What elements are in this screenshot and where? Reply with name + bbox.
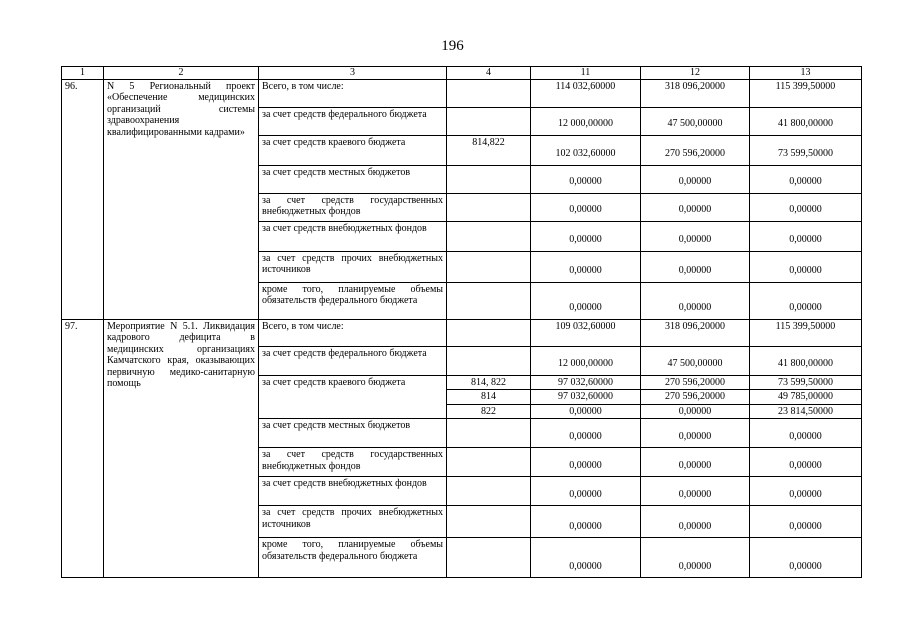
value-cell: 73 599,50000 bbox=[750, 375, 862, 390]
budget-code: 814, 822 bbox=[447, 375, 531, 390]
value-cell: 0,00000 bbox=[750, 506, 862, 538]
budget-code bbox=[447, 319, 531, 346]
item-description: Мероприятие N 5.1. Ликвидация кадрового дефицита в медицинских организациях Камчатского края, оказывающих первичную медико-санитарную помощь bbox=[104, 319, 259, 578]
column-header: 4 bbox=[447, 67, 531, 80]
value-cell: 0,00000 bbox=[641, 448, 750, 477]
funding-source: за счет средств федерального бюджета bbox=[259, 346, 447, 375]
budget-code: 814,822 bbox=[447, 135, 531, 165]
funding-source: за счет средств местных бюджетов bbox=[259, 419, 447, 448]
value-cell: 0,00000 bbox=[531, 282, 641, 319]
funding-source: кроме того, планируемые объемы обязательств федерального бюджета bbox=[259, 282, 447, 319]
value-cell: 0,00000 bbox=[531, 506, 641, 538]
value-cell: 270 596,20000 bbox=[641, 375, 750, 390]
value-cell: 0,00000 bbox=[641, 221, 750, 251]
value-cell: 12 000,00000 bbox=[531, 107, 641, 135]
column-header: 11 bbox=[531, 67, 641, 80]
budget-code: 814 bbox=[447, 390, 531, 405]
funding-source: за счет средств федерального бюджета bbox=[259, 107, 447, 135]
value-cell: 0,00000 bbox=[531, 165, 641, 193]
value-cell: 0,00000 bbox=[531, 193, 641, 221]
value-cell: 0,00000 bbox=[750, 165, 862, 193]
column-header: 2 bbox=[104, 67, 259, 80]
row-number: 97. bbox=[62, 319, 104, 578]
value-cell: 0,00000 bbox=[641, 282, 750, 319]
funding-source: Всего, в том числе: bbox=[259, 79, 447, 107]
value-cell: 0,00000 bbox=[531, 251, 641, 282]
budget-code bbox=[447, 221, 531, 251]
budget-code bbox=[447, 79, 531, 107]
page-number: 196 bbox=[441, 38, 464, 54]
budget-table bbox=[61, 66, 862, 578]
value-cell: 23 814,50000 bbox=[750, 404, 862, 419]
column-header: 12 bbox=[641, 67, 750, 80]
value-cell: 115 399,50000 bbox=[750, 319, 862, 346]
value-cell: 0,00000 bbox=[750, 419, 862, 448]
budget-code bbox=[447, 346, 531, 375]
value-cell: 0,00000 bbox=[750, 282, 862, 319]
funding-source: за счет средств краевого бюджета bbox=[259, 135, 447, 165]
funding-source: за счет средств прочих внебюджетных источников bbox=[259, 251, 447, 282]
item-description: N 5 Региональный проект «Обеспечение медицинских организаций системы здравоохранения квалифицированными кадрами» bbox=[104, 79, 259, 319]
budget-code: 822 bbox=[447, 404, 531, 419]
value-cell: 0,00000 bbox=[641, 193, 750, 221]
budget-code bbox=[447, 506, 531, 538]
table-row bbox=[62, 319, 862, 346]
value-cell: 41 800,00000 bbox=[750, 107, 862, 135]
value-cell: 270 596,20000 bbox=[641, 390, 750, 405]
budget-code bbox=[447, 107, 531, 135]
column-header: 13 bbox=[750, 67, 862, 80]
value-cell: 0,00000 bbox=[641, 477, 750, 506]
budget-code bbox=[447, 251, 531, 282]
funding-source: Всего, в том числе: bbox=[259, 319, 447, 346]
funding-source: за счет средств краевого бюджета bbox=[259, 375, 447, 419]
value-cell: 114 032,60000 bbox=[531, 79, 641, 107]
value-cell: 0,00000 bbox=[531, 448, 641, 477]
value-cell: 0,00000 bbox=[641, 404, 750, 419]
value-cell: 0,00000 bbox=[531, 477, 641, 506]
row-number: 96. bbox=[62, 79, 104, 319]
funding-source: за счет средств прочих внебюджетных источников bbox=[259, 506, 447, 538]
funding-source: за счет средств внебюджетных фондов bbox=[259, 221, 447, 251]
budget-code bbox=[447, 282, 531, 319]
value-cell: 47 500,00000 bbox=[641, 107, 750, 135]
value-cell: 0,00000 bbox=[531, 419, 641, 448]
value-cell: 102 032,60000 bbox=[531, 135, 641, 165]
value-cell: 318 096,20000 bbox=[641, 79, 750, 107]
value-cell: 0,00000 bbox=[641, 251, 750, 282]
value-cell: 0,00000 bbox=[750, 193, 862, 221]
funding-source: за счет средств местных бюджетов bbox=[259, 165, 447, 193]
value-cell: 0,00000 bbox=[750, 221, 862, 251]
value-cell: 318 096,20000 bbox=[641, 319, 750, 346]
value-cell: 115 399,50000 bbox=[750, 79, 862, 107]
value-cell: 109 032,60000 bbox=[531, 319, 641, 346]
value-cell: 0,00000 bbox=[750, 477, 862, 506]
column-header: 1 bbox=[62, 67, 104, 80]
value-cell: 12 000,00000 bbox=[531, 346, 641, 375]
budget-code bbox=[447, 165, 531, 193]
value-cell: 0,00000 bbox=[641, 538, 750, 578]
funding-source: за счет средств государственных внебюджетных фондов bbox=[259, 448, 447, 477]
value-cell: 270 596,20000 bbox=[641, 135, 750, 165]
value-cell: 97 032,60000 bbox=[531, 390, 641, 405]
value-cell: 73 599,50000 bbox=[750, 135, 862, 165]
value-cell: 0,00000 bbox=[750, 538, 862, 578]
header-row bbox=[62, 67, 862, 80]
funding-source: за счет средств внебюджетных фондов bbox=[259, 477, 447, 506]
table-row bbox=[62, 79, 862, 107]
value-cell: 47 500,00000 bbox=[641, 346, 750, 375]
funding-source: за счет средств государственных внебюджетных фондов bbox=[259, 193, 447, 221]
value-cell: 49 785,00000 bbox=[750, 390, 862, 405]
value-cell: 41 800,00000 bbox=[750, 346, 862, 375]
budget-code bbox=[447, 419, 531, 448]
funding-source: кроме того, планируемые объемы обязательств федерального бюджета bbox=[259, 538, 447, 578]
value-cell: 0,00000 bbox=[750, 251, 862, 282]
value-cell: 97 032,60000 bbox=[531, 375, 641, 390]
value-cell: 0,00000 bbox=[641, 419, 750, 448]
budget-code bbox=[447, 538, 531, 578]
budget-code bbox=[447, 193, 531, 221]
value-cell: 0,00000 bbox=[750, 448, 862, 477]
value-cell: 0,00000 bbox=[531, 404, 641, 419]
budget-code bbox=[447, 448, 531, 477]
value-cell: 0,00000 bbox=[531, 538, 641, 578]
budget-code bbox=[447, 477, 531, 506]
value-cell: 0,00000 bbox=[531, 221, 641, 251]
column-header: 3 bbox=[259, 67, 447, 80]
value-cell: 0,00000 bbox=[641, 506, 750, 538]
value-cell: 0,00000 bbox=[641, 165, 750, 193]
